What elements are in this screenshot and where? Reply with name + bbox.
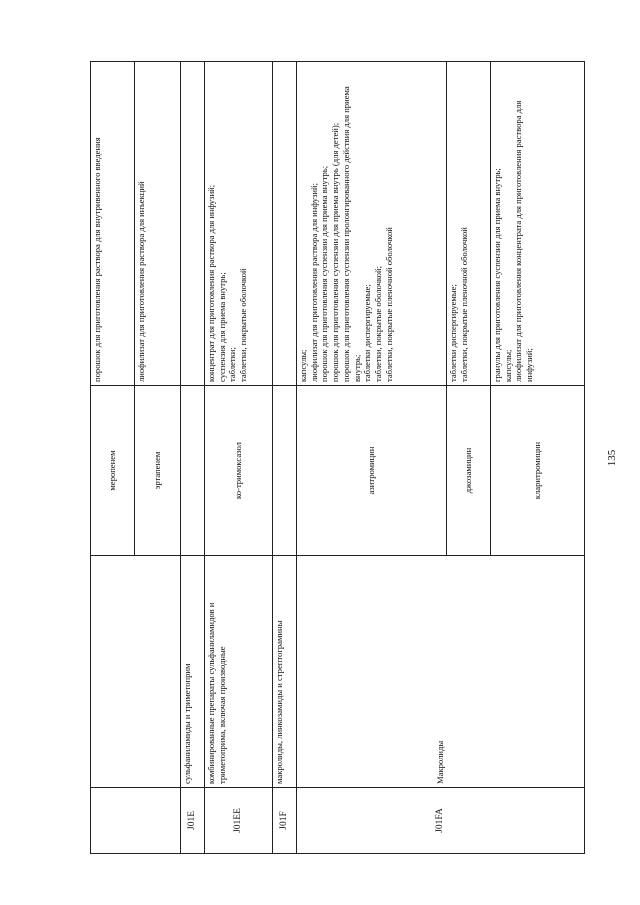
drug-name-cell: эртапенем xyxy=(135,386,181,556)
rotated-content xyxy=(90,62,585,854)
group-cell: макролиды, линкозамиды и стрептограмины xyxy=(273,556,297,788)
drug-list-table xyxy=(90,61,585,854)
table-row xyxy=(181,62,205,854)
table-row xyxy=(297,62,447,854)
drug-name-cell xyxy=(181,386,205,556)
form-cell: таблетки диспергируемые; таблетки, покрытые пленочной оболочкой xyxy=(447,62,491,386)
code-cell: J01E xyxy=(181,788,205,854)
table-row xyxy=(205,62,273,854)
form-cell xyxy=(181,62,205,386)
page-number: 135 xyxy=(606,449,618,467)
form-cell: гранулы для приготовления суспензии для приема внутрь; капсулы; лиофилизат для приготовления концентрата для приготовления раствора для инфузий; xyxy=(491,62,585,386)
group-cell: Макролиды xyxy=(297,556,585,788)
form-cell: капсулы; лиофилизат для приготовления раствора для инфузий; порошок для приготовления суспензии для приема внутрь; порошок для приготовления суспензии для приема внутрь (для детей); порошок для приготовления суспензии пролонгированного действия для приема внутрь; таблетки диспергируемые; таблетки, покрытые оболочкой; таблетки, покрытые пленочной оболочкой xyxy=(297,62,447,386)
form-cell: лиофилизат для приготовления раствора для инъекций xyxy=(135,62,181,386)
form-cell: порошок для приготовления раствора для внутривенного введения xyxy=(91,62,135,386)
code-cell: J01FA xyxy=(297,788,585,854)
table-row xyxy=(273,62,297,854)
drug-name-cell: азитромицин xyxy=(297,386,447,556)
table-row xyxy=(91,62,135,854)
code-cell xyxy=(91,788,181,854)
group-cell: комбинированные препараты сульфаниламидов и триметоприма, включая производные xyxy=(205,556,273,788)
code-cell: J01EE xyxy=(205,788,273,854)
drug-name-cell: ко-тримоксазол xyxy=(205,386,273,556)
drug-name-cell: меропенем xyxy=(91,386,135,556)
group-cell: сульфаниламиды и триметоприм xyxy=(181,556,205,788)
group-cell xyxy=(91,556,181,788)
rotated-page xyxy=(90,62,585,854)
form-cell: концентрат для приготовления раствора для инфузий; суспензия для приема внутрь; таблетки; таблетки, покрытые оболочкой xyxy=(205,62,273,386)
form-cell xyxy=(273,62,297,386)
drug-name-cell xyxy=(273,386,297,556)
code-cell: J01F xyxy=(273,788,297,854)
drug-name-cell: джозамицин xyxy=(447,386,491,556)
drug-name-cell: кларитромицин xyxy=(491,386,585,556)
